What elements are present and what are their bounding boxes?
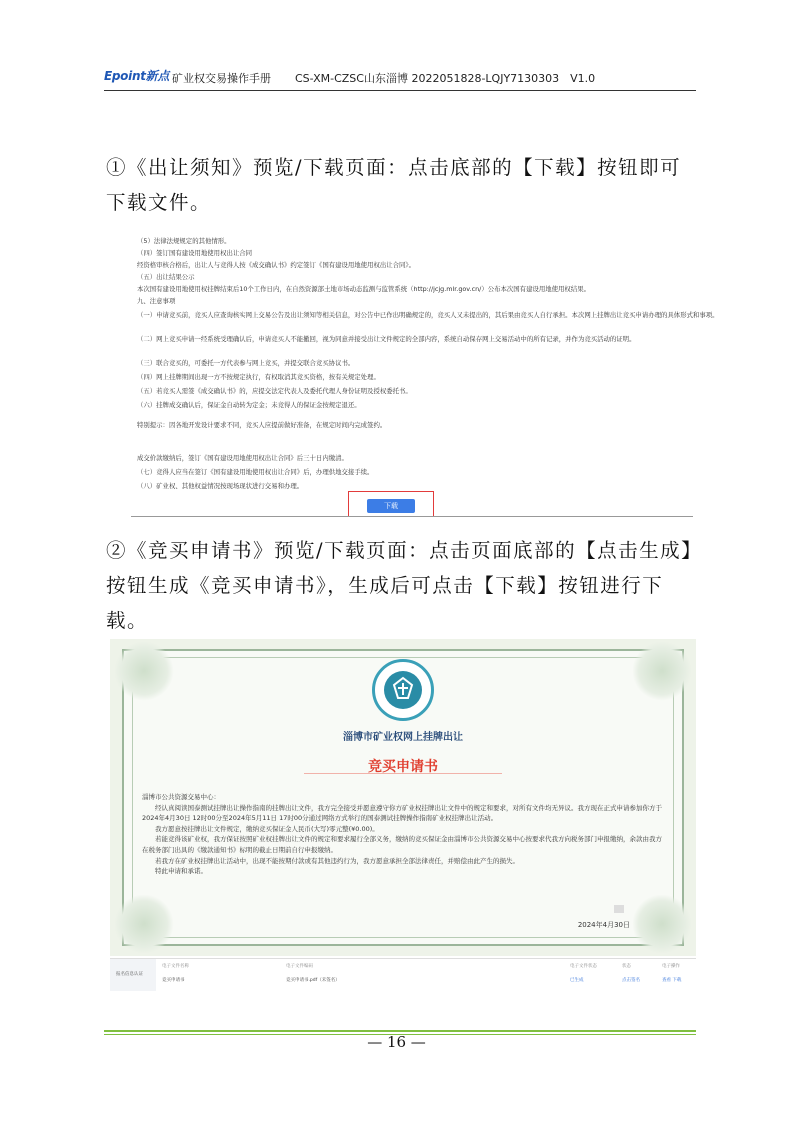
notice-line: 本次国有建设用地使用权挂牌结束后10个工作日内，在自然资源部土地市场动态监测与监管系统（http://jcjg.mlr.gov.cn/）公布本次国有建设用地使用权结果。: [137, 285, 590, 293]
notice-preview-screenshot: [131, 233, 719, 515]
notice-line: （5）法律法规规定的其他情形。: [137, 237, 231, 245]
notice-line: （一）申请竞买前，竞买人应查询核实网上交易公告及出让须知等相关信息，对公告中已作出明确规定的，竞买人又未提出的，其后果由竞买人自行承担。本次网上挂牌出让竞买申请办理的具体形式和事项。: [137, 311, 719, 319]
manual-title: 矿业权交易操作手册: [172, 72, 271, 85]
column-header: 电子操作: [662, 964, 680, 969]
notice-line: （五）出让结果公示: [137, 273, 195, 281]
certificate-paragraph: 经认真阅读国泰测试挂牌出让操作指南的挂牌出让文件，我方完全接受并愿意遵守你方矿业权挂牌出让文件中的规定和要求，对所有文件均无异议。我方现在正式申请参加你方于2024年4月30日 12时00分至2024年5月11日 17时00分通过网络方式举行的国泰测试挂牌操作指南矿业权挂牌出让活动。: [142, 803, 662, 823]
certificate-paragraph: 若我方在矿业权挂牌出让活动中，出现不能按期付款或有其他违约行为，我方愿意承担全部法律责任，并赔偿由此产生的损失。: [155, 856, 519, 865]
side-label-text: 报名信息认证: [116, 972, 143, 977]
notice-line: （四）网上挂牌期间出现一方不按规定执行，有权取消其竞买资格，按有关规定处理。: [137, 373, 380, 381]
table-cell: 竞买申请书.pdf（未签名）: [286, 978, 340, 983]
preview-bottom-rule: [131, 516, 693, 517]
column-header: 电子文件状态: [570, 964, 597, 969]
signature-mark: [614, 905, 624, 913]
table-cell: 竞买申请书: [162, 978, 185, 983]
table-cell: 已生成: [570, 978, 584, 983]
company-logo: Epoint新点: [104, 69, 170, 83]
page-header: [104, 66, 700, 88]
view-download-link[interactable]: 查看 下载: [662, 978, 682, 983]
notice-line: （二）网上竞买申请一经系统受理确认后，申请竞买人不能撤回，视为同意并接受出让文件规定的全部内容，系统自动保存网上交易活动中的所有记录，并作为竞买活动的证明。: [137, 335, 636, 343]
instruction-paragraph-2: ②《竞买申请书》预览/下载页面：点击页面底部的【点击生成】按钮生成《竞买申请书》，生成后可点击【下载】按钮进行下载。: [106, 539, 693, 632]
header-divider: [104, 90, 696, 91]
notice-line: （六）挂牌成交确认后，保证金自动转为定金；未竞得人的保证金按规定退还。: [137, 401, 361, 409]
sign-link[interactable]: 点击签名: [622, 978, 640, 983]
notice-line: （四）签订国有建设用地使用权出让合同: [137, 249, 253, 257]
certificate-paragraph: 特此申请和承诺。: [155, 867, 207, 876]
corner-ornament: [632, 641, 692, 701]
corner-ornament: [114, 641, 174, 701]
certificate-paragraph: 若能竞得该矿业权，我方保证按照矿业权挂牌出让文件的规定和要求履行全部义务，缴纳的竞买保证金由淄博市公共资源交易中心按要求代我方向税务部门申报缴纳，余款由我方在税务部门出具的《缴款通知书》标明的截止日期前自行申报缴纳。: [142, 835, 662, 854]
certificate-title: 竞买申请书: [368, 759, 438, 775]
column-header: 电子文件编码: [286, 964, 313, 969]
corner-ornament: [114, 894, 174, 954]
notice-line: 成交价款缴纳后，签订《国有建设用地使用权出让合同》后三十日内缴清。: [137, 454, 348, 462]
column-header: 电子文件名称: [162, 964, 189, 969]
notice-line: 经资格审核合格后，出让人与竞得人按《成交确认书》约定签订《国有建设用地使用权出让合同》。: [137, 261, 415, 269]
corner-ornament: [632, 894, 692, 954]
header-text: [172, 70, 595, 86]
application-certificate-screenshot: [110, 639, 696, 956]
certificate-date: 2024年4月30日: [577, 921, 630, 929]
table-side-label: [110, 959, 156, 991]
footer-rule-thick: [104, 1030, 696, 1032]
notice-line: （七）竞得人应当在签订《国有建设用地使用权出让合同》后，办理供地交接手续。: [137, 468, 374, 476]
download-button[interactable]: 下载: [367, 499, 415, 513]
notice-line: （五）若竞买人需签《成交确认书》的，应提交法定代表人及委托代理人身份证明及授权委托书。: [137, 387, 412, 395]
trading-center-seal-icon: [372, 659, 434, 721]
file-table: [110, 958, 696, 991]
page-number: — 16 —: [367, 1033, 426, 1051]
certificate-org: 淄博市矿业权网上挂牌出让: [343, 732, 463, 743]
certificate-paragraph: 我方愿意按挂牌出让文件规定，缴纳竞买保证金人民币(大写)零元整(¥0.00)。: [155, 824, 379, 833]
instruction-paragraph-1: ①《出让须知》预览/下载页面：点击底部的【下载】按钮即可下载文件。: [106, 156, 682, 214]
notice-line: （八）矿业权、其他权益情况按现场现状进行交易和办理。: [137, 482, 304, 490]
certificate-salutation: 淄博市公共资源交易中心：: [142, 793, 220, 801]
notice-line: （三）联合竞买的，可委托一方代表参与网上竞买，并提交联合竞买协议书。: [137, 359, 355, 367]
notice-line: 九、注意事项: [137, 297, 176, 305]
notice-line: 特别提示：因各地开发设计要求不同，竞买人应提前做好准备，在规定时间内完成签约。: [137, 421, 387, 429]
title-underline: [304, 773, 502, 774]
doc-code: CS-XM-CZSC山东淄博 2022051828-LQJY7130303 V1.0: [295, 72, 596, 85]
certificate-body: [142, 792, 662, 877]
column-header: 状态: [622, 964, 631, 969]
